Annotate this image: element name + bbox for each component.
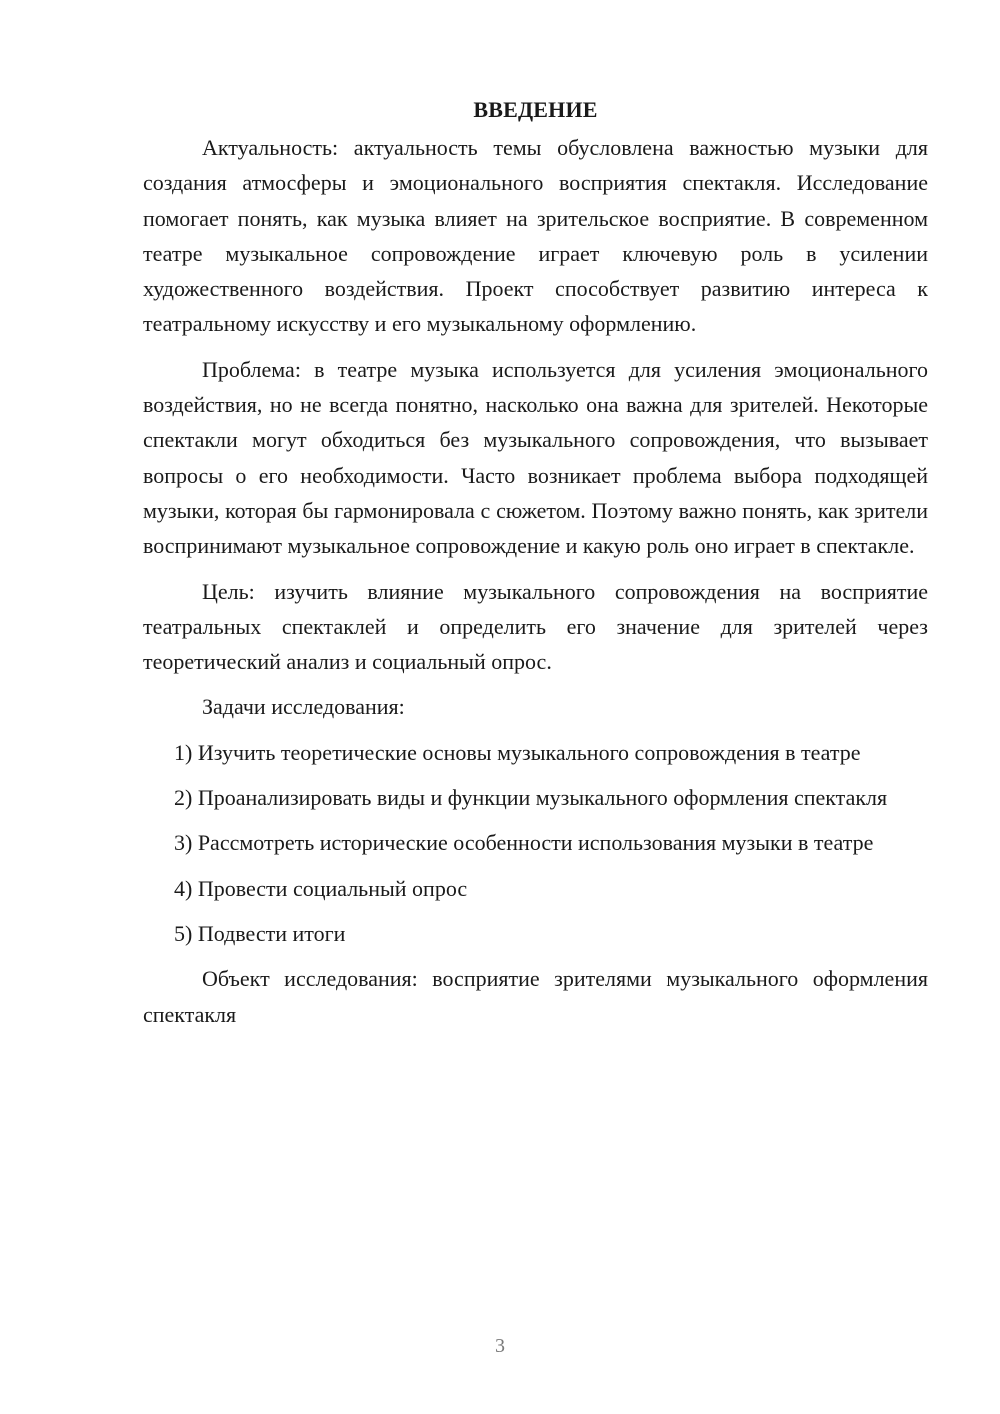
task-item: 5) Подвести итоги <box>174 920 346 946</box>
relevance-paragraph: Актуальность: актуальность темы обусловлена важностью музыки для создания атмосферы и эмоционального восприятия спектакля. Исследование помогает понять, как музыка влияет на зрительское восприятие. В современном театре музыкальное сопровождение играет ключевую роль в усилении художественного воздействия. Проект способствует развитию интереса к театральному искусству и его музыкальному оформлению. <box>143 135 928 337</box>
task-item: 2) Проанализировать виды и функции музыкального оформления спектакля <box>174 785 888 811</box>
task-item: 1) Изучить теоретические основы музыкального сопровождения в театре <box>174 739 861 765</box>
page-title: ВВЕДЕНИЕ <box>473 97 598 122</box>
document-page <box>143 92 928 1032</box>
object-paragraph: Объект исследования: восприятие зрителями музыкального оформления спектакля <box>143 966 928 1027</box>
goal-paragraph: Цель: изучить влияние музыкального сопровождения на восприятие театральных спектаклей и определить его значение для зрителей через теоретический анализ и социальный опрос. <box>143 578 928 675</box>
tasks-heading: Задачи исследования: <box>202 694 405 720</box>
task-item: 4) Провести социальный опрос <box>174 875 468 901</box>
page-number: 3 <box>495 1335 505 1357</box>
problem-paragraph: Проблема: в театре музыка используется для усиления эмоционального воздействия, но не всегда понятно, насколько она важна для зрителей. Некоторые спектакли могут обходиться без музыкального сопровождения, что вызывает вопросы о его необходимости. Часто возникает проблема выбора подходящей музыки, которая бы гармонировала с сюжетом. Поэтому важно понять, как зрители воспринимают музыкальное сопровождение и какую роль оно играет в спектакле. <box>143 356 928 559</box>
task-item: 3) Рассмотреть исторические особенности использования музыки в театре <box>174 830 874 856</box>
